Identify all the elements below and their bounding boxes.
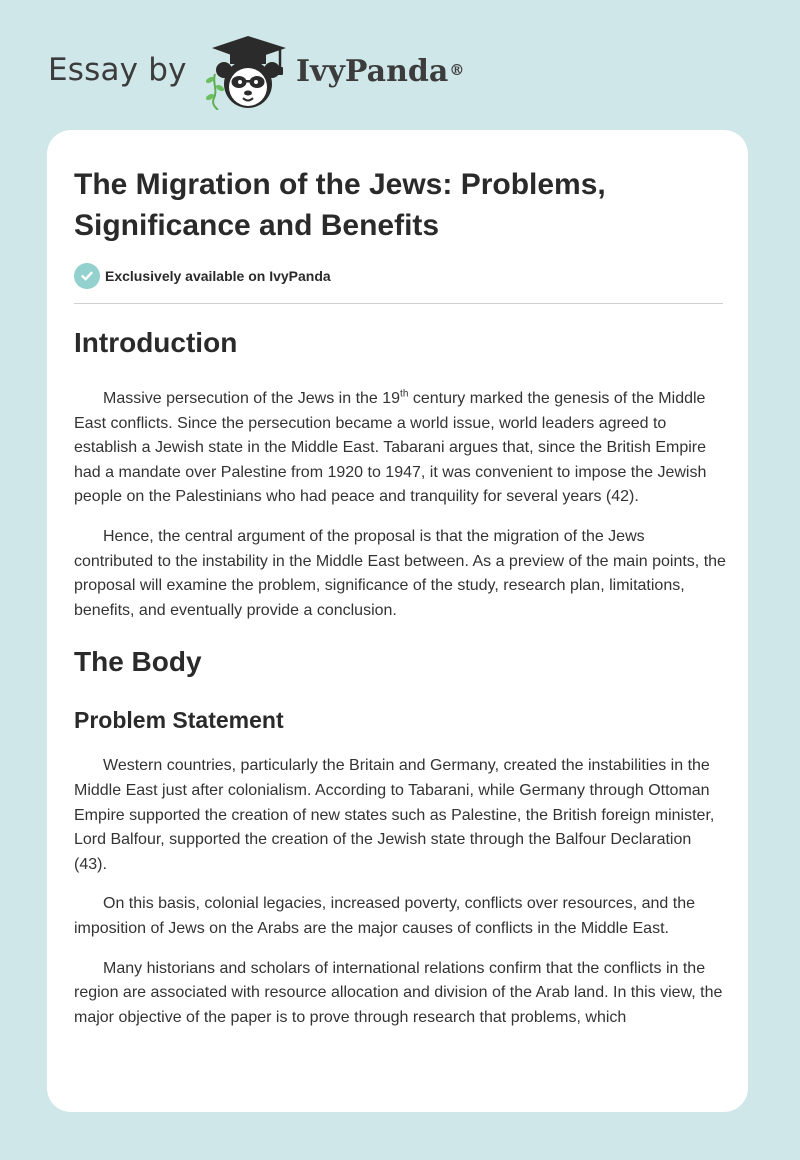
brand-logo-text[interactable] xyxy=(296,52,464,92)
ordinal-suffix: th xyxy=(400,388,409,400)
paragraph: Hence, the central argument of the proposal is that the migration of the Jews contributed to the instability in the Middle East between. As a preview of the main points, the proposal will examine the problem, significance of the study, research plan, limitations, benefits, and eventually provide a conclusion. xyxy=(74,527,726,619)
section-heading-body: The Body xyxy=(74,646,202,678)
divider xyxy=(74,303,723,304)
panda-graduate-icon[interactable] xyxy=(200,34,292,110)
essay-card xyxy=(47,130,748,1112)
section-heading-introduction: Introduction xyxy=(74,327,238,358)
exclusive-badge xyxy=(74,262,331,290)
paragraph: Western countries, particularly the Britain and Germany, created the instabilities in the Middle East just after colonialism. According to Tabarani, while Germany through Ottoman Empire supported the creation of new states such as Palestine, the British foreign minister, Lord Balfour, supported the creation of the Jewish state through the Balfour Declaration (43). xyxy=(74,757,715,873)
paragraph-text: Massive persecution of the Jews in the 19 xyxy=(103,390,401,407)
essay-body xyxy=(74,320,726,1030)
paragraph: Many historians and scholars of international relations confirm that the conflicts in the region are associated with resource allocation and division of the Arab land. In this view, the major objective of the paper is to prove through research that problems, which xyxy=(74,959,723,1026)
check-icon xyxy=(74,263,100,289)
exclusive-badge-label: Exclusively available on IvyPanda xyxy=(105,268,331,284)
paragraph xyxy=(74,387,726,510)
paragraph-text: century marked the genesis of the Middle East conflicts. Since the persecution became a world issue, world leaders agreed to establish a Jewish state in the Middle East. Tabarani argues that, since the British Empire had a mandate over Palestine from 1920 to 1947, it was convenient to impose the Jewish people on the Palestinians who had peace and tranquility for several years (42). xyxy=(74,390,707,506)
paragraph: On this basis, colonial legacies, increased poverty, conflicts over resources, and the imposition of Jews on the Arabs are the major causes of conflicts in the Middle East. xyxy=(74,895,695,937)
subheading-problem-statement: Problem Statement xyxy=(74,707,284,734)
brand-name: IvyPanda xyxy=(296,54,449,89)
essay-title: The Migration of the Jews: Problems, Significance and Benefits xyxy=(74,168,606,242)
essay-by-label: Essay by xyxy=(48,52,187,88)
registered-mark: ® xyxy=(449,61,465,79)
site-header xyxy=(0,0,800,130)
